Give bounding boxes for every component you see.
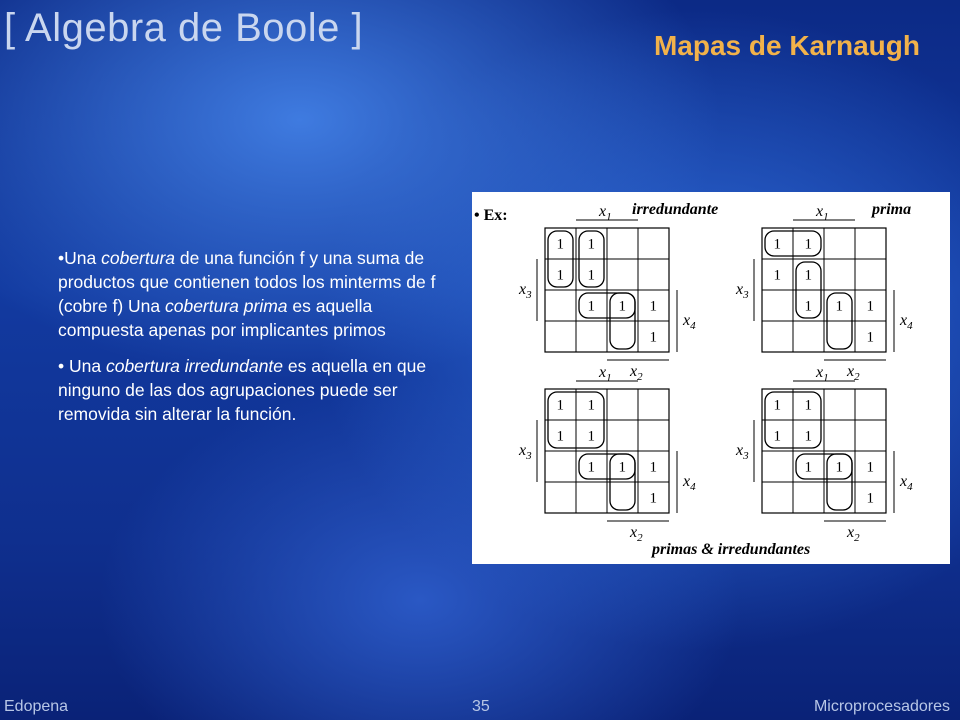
var-label-x2: $x_2$	[630, 524, 643, 544]
kmap-cell-one: 1	[649, 490, 657, 507]
kmap-cell-one: 1	[587, 397, 595, 414]
kmap-cell-one: 1	[804, 428, 812, 445]
kmap-bottom-right	[735, 364, 913, 544]
footer-author: Edopena	[4, 698, 69, 715]
kmap-cell-one: 1	[587, 298, 595, 315]
footer-page-number: 35	[472, 698, 490, 715]
var-label-x4: $x_4$	[683, 473, 696, 493]
kmap-cell-one: 1	[804, 459, 812, 476]
kmap-top-left	[518, 203, 696, 383]
label-irredundante: irredundante	[632, 201, 719, 218]
kmap-cell-one: 1	[618, 459, 626, 476]
kmap-cell-one: 1	[835, 298, 843, 315]
footer-course: Microprocesadores	[813, 698, 950, 715]
kmap-cell-one: 1	[866, 490, 874, 507]
var-label-x4: $x_4$	[900, 473, 913, 493]
var-label-x2: $x_2$	[847, 524, 860, 544]
kmap-cell-one: 1	[866, 298, 874, 315]
bullet-list	[58, 246, 460, 438]
var-label-x3: $x_3$	[519, 281, 532, 301]
var-label-x2: $x_2$	[630, 363, 643, 383]
bullet-item-irredundante: • Una cobertura irredundante es aquella en que ninguno de las dos agrupaciones puede ser removida sin alterar la función.	[58, 356, 427, 424]
kmap-bottom-left	[518, 364, 696, 544]
kmap-cell-one: 1	[556, 236, 564, 253]
kmap-cell-one: 1	[556, 267, 564, 284]
kmap-top-right	[735, 203, 913, 383]
karnaugh-figure	[472, 192, 950, 564]
kmap-cell-one: 1	[773, 267, 781, 284]
slide-subtitle: Mapas de Karnaugh	[653, 30, 920, 61]
kmap-cell-one: 1	[773, 428, 781, 445]
var-label-x2: $x_2$	[847, 363, 860, 383]
kmap-cell-one: 1	[835, 459, 843, 476]
kmap-cell-one: 1	[649, 298, 657, 315]
var-label-x1: $x_1$	[816, 364, 829, 384]
bullet-item-cobertura: •Una cobertura de una función f y una suma de productos que contienen todos los minterms de f (cobre f) Una cobertura prima es aquella compuesta apenas por implicantes primos	[58, 248, 436, 340]
kmap-cell-one: 1	[587, 236, 595, 253]
example-label: • Ex:	[474, 207, 508, 224]
kmap-cell-one: 1	[587, 267, 595, 284]
kmap-cell-one: 1	[773, 397, 781, 414]
kmap-cell-one: 1	[587, 459, 595, 476]
var-label-x3: $x_3$	[519, 442, 532, 462]
label-primas-irredundantes: primas & irredundantes	[652, 541, 811, 558]
var-label-x1: $x_1$	[599, 364, 612, 384]
kmap-cell-one: 1	[804, 397, 812, 414]
kmap-cell-one: 1	[773, 236, 781, 253]
var-label-x4: $x_4$	[683, 312, 696, 332]
slide-title: [ Algebra de Boole ]	[4, 6, 364, 50]
kmap-cell-one: 1	[804, 298, 812, 315]
kmap-cell-one: 1	[587, 428, 595, 445]
label-prima: prima	[872, 201, 912, 218]
var-label-x1: $x_1$	[599, 203, 612, 223]
var-label-x3: $x_3$	[736, 442, 749, 462]
var-label-x1: $x_1$	[816, 203, 829, 223]
kmap-cell-one: 1	[804, 236, 812, 253]
kmap-cell-one: 1	[649, 459, 657, 476]
kmap-cell-one: 1	[866, 459, 874, 476]
var-label-x4: $x_4$	[900, 312, 913, 332]
kmap-cell-one: 1	[618, 298, 626, 315]
kmap-cell-one: 1	[649, 329, 657, 346]
kmap-cell-one: 1	[556, 397, 564, 414]
kmap-cell-one: 1	[556, 428, 564, 445]
kmap-cell-one: 1	[804, 267, 812, 284]
karnaugh-maps-svg	[472, 192, 950, 564]
kmap-cell-one: 1	[866, 329, 874, 346]
var-label-x3: $x_3$	[736, 281, 749, 301]
